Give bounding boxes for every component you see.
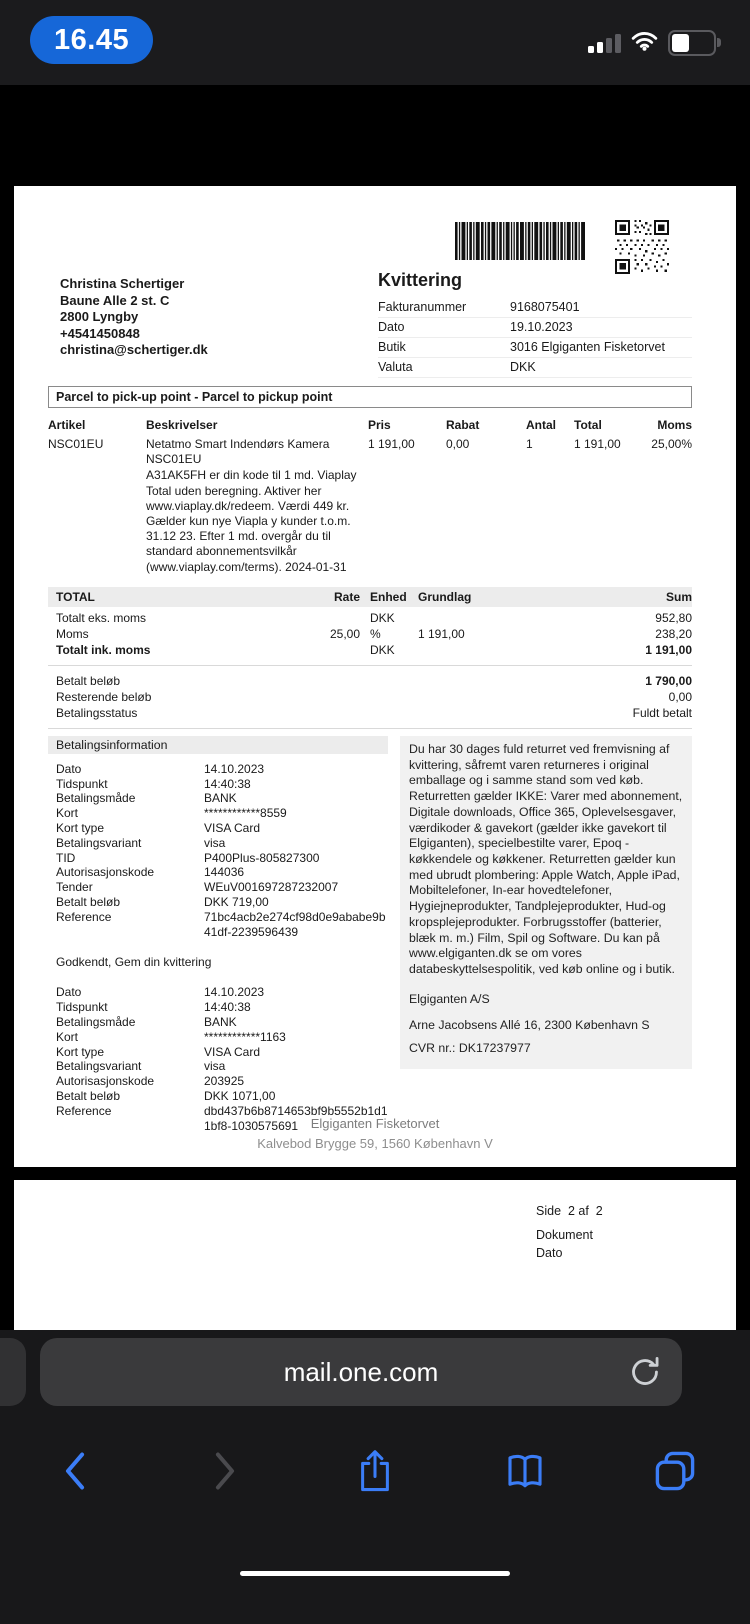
payment-label: Betalt beløb — [56, 895, 121, 909]
forward-button[interactable] — [150, 1426, 300, 1516]
totals-header-grundlag: Grundlag — [418, 589, 472, 604]
payment-label: Betalingsvariant — [56, 835, 142, 850]
totals-header-label: TOTAL — [56, 589, 95, 604]
summary-row — [48, 689, 692, 705]
summary-value: 1 790,00 — [645, 673, 692, 688]
payment-label: Kort — [56, 806, 79, 821]
payment-row — [48, 865, 388, 880]
payment-summary — [48, 673, 692, 721]
totals-enhed: DKK — [370, 610, 395, 625]
col-antal: Antal — [526, 418, 556, 432]
item-total: 1 191,00 — [574, 437, 621, 451]
payment-label: Tidspunkt — [56, 776, 108, 791]
payment-label: Dato — [56, 985, 82, 1000]
payment-label: Autorisasjonskode — [56, 865, 155, 880]
receipt-page-2 — [14, 1180, 736, 1332]
payment-label: Reference — [56, 1103, 112, 1118]
adjacent-tab-stub[interactable] — [0, 1338, 26, 1406]
payment-row — [48, 777, 388, 792]
totals-sum: 1 191,00 — [645, 642, 692, 657]
payment-label: Kort — [56, 1029, 79, 1044]
totals-sum: 238,20 — [655, 626, 692, 641]
return-policy-box — [400, 736, 692, 1069]
totals-label: Totalt eks. moms — [56, 610, 147, 625]
meta-value: 3016 Elgiganten Fisketorvet — [510, 340, 665, 354]
item-promo-text: A31AK5FH er din kode til 1 md. Viaplay Total uden beregning. Aktiver her www.viaplay.dk/redeem. Værdi 449 kr. Gælder kun nye Viapla y kunder t.o.m. 31.12 23. Efter 1 md. overgår du til standard abonnementsvilkår (www.viaplay.com/terms). 2024-01-31 — [146, 468, 357, 574]
company-name: Elgiganten A/S — [409, 991, 490, 1006]
item-description — [146, 437, 368, 575]
payment-row — [48, 836, 388, 851]
summary-row — [48, 705, 692, 721]
time-pill[interactable] — [30, 16, 153, 64]
safari-bottom-bar — [0, 1330, 750, 1624]
meta-value: 19.10.2023 — [510, 320, 573, 334]
totals-grundlag: 1 191,00 — [418, 626, 465, 641]
status-time: 16.45 — [54, 23, 130, 56]
back-button[interactable] — [0, 1426, 150, 1516]
payment-value: 14:40:38 — [204, 1000, 251, 1015]
totals-grundlag — [418, 610, 542, 626]
summary-label: Resterende beløb — [56, 689, 152, 704]
payment-label: Betalt beløb — [56, 1088, 121, 1103]
payment-value: VISA Card — [204, 821, 261, 836]
divider — [48, 728, 692, 729]
totals-row — [48, 642, 692, 658]
meta-label: Fakturanummer — [378, 300, 467, 314]
customer-city: 2800 Lyngby — [60, 309, 139, 324]
bookmarks-button[interactable] — [450, 1426, 600, 1516]
payment-value: ************8559 — [204, 806, 287, 821]
store-name: Elgiganten Fisketorvet — [310, 1116, 440, 1131]
totals-header-row — [48, 587, 692, 607]
customer-email: christina@schertiger.dk — [60, 342, 208, 357]
col-pris: Pris — [368, 418, 391, 432]
payment-row — [48, 1000, 388, 1015]
divider — [48, 665, 692, 666]
payment-block-2 — [48, 985, 388, 1133]
payment-row — [48, 1030, 388, 1045]
meta-value: DKK — [510, 360, 536, 374]
payment-row — [48, 821, 388, 836]
summary-row — [48, 673, 692, 689]
approved-note: Godkendt, Gem din kvittering — [56, 955, 212, 970]
payment-label: Betalingsmåde — [56, 791, 136, 806]
payment-value: P400Plus-805827300 — [204, 850, 320, 865]
payment-row — [48, 762, 388, 777]
meta-row — [378, 298, 692, 318]
item-moms: 25,00% — [651, 437, 692, 451]
summary-label: Betalingsstatus — [56, 705, 138, 720]
payment-value: VISA Card — [204, 1044, 261, 1059]
payment-value: 14.10.2023 — [204, 761, 265, 776]
payment-value: 203925 — [204, 1074, 245, 1089]
payment-value: DKK 719,00 — [204, 895, 269, 909]
payment-row — [48, 895, 388, 910]
totals-row — [48, 626, 692, 642]
item-rabat: 0,00 — [446, 437, 470, 451]
qr-code — [615, 220, 669, 274]
payment-label: Dato — [56, 761, 82, 776]
payment-value: ************1163 — [204, 1029, 286, 1044]
payment-row — [48, 880, 388, 895]
url-bar[interactable] — [40, 1338, 682, 1406]
payment-label: Kort type — [56, 1044, 105, 1059]
totals-header-enhed: Enhed — [370, 589, 407, 604]
tabs-button[interactable] — [600, 1426, 750, 1516]
payment-block-1 — [48, 762, 388, 940]
payment-info-title: Betalingsinformation — [48, 736, 388, 754]
wifi-icon — [631, 31, 658, 56]
totals-rate — [316, 610, 360, 626]
col-moms: Moms — [657, 418, 692, 432]
totals-rate: 25,00 — [329, 626, 360, 641]
meta-label: Dato — [378, 320, 405, 334]
battery-icon — [668, 30, 716, 56]
totals-label: Totalt ink. moms — [56, 642, 151, 657]
store-footer — [14, 1116, 736, 1151]
totals-header-sum: Sum — [665, 589, 692, 604]
items-header-row — [48, 418, 692, 432]
payment-value: visa — [204, 835, 226, 850]
payment-label: Betalingsmåde — [56, 1014, 136, 1029]
cellular-signal-icon — [588, 34, 621, 53]
payment-information — [48, 736, 388, 1134]
totals-rate — [316, 642, 360, 658]
payment-value: 14:40:38 — [204, 776, 251, 791]
meta-row — [378, 358, 692, 378]
receipt-header — [48, 186, 692, 380]
meta-value: 9168075401 — [510, 300, 580, 314]
reload-icon[interactable] — [628, 1355, 662, 1389]
payment-row — [48, 791, 388, 806]
payment-row — [48, 1074, 388, 1089]
totals-table — [48, 587, 692, 658]
status-icons — [588, 30, 716, 56]
totals-enhed: % — [370, 626, 381, 641]
payment-value: WEuV001697287232007 — [204, 880, 339, 895]
totals-label: Moms — [56, 626, 89, 641]
item-artikel: NSC01EU — [48, 437, 104, 451]
summary-value: 0,00 — [668, 689, 692, 704]
payment-row — [48, 1059, 388, 1074]
company-address: Arne Jacobsens Allé 16, 2300 København S — [409, 1017, 650, 1032]
payment-value: 14.10.2023 — [204, 985, 265, 1000]
meta-row — [378, 338, 692, 358]
meta-row — [378, 318, 692, 338]
payment-value: BANK — [204, 791, 237, 806]
summary-value: Fuldt betalt — [632, 705, 692, 720]
payment-label: Tidspunkt — [56, 1000, 108, 1015]
col-rabat: Rabat — [446, 418, 480, 432]
payment-row — [48, 1015, 388, 1030]
return-policy-text: Du har 30 dages fuld returret ved fremvisning af kvittering, såfremt varen returneres i original emballage og i samme stand som ved køb. Returretten gælder IKKE: Varer med abonnement, Digitale downloads, Office 365, Oplevelsesgaver, værdikoder & gavekort (gælder ikke gavekort til Elgiganten), specielbestilte varer, Epoq -køkkendele og køkkener. Returretten gælder kun med ubrudt plombering: Apple Watch, Apple iPad, Mobiltelefoner, In-ear hovedtelefoner, Hygiejneprodukter, Tandplejeprodukter, Hud-og kropsplejeprodukter. Forbrugsstoffer (batterier, blæk m. m.) Film, Spil og Software. Du kan på www.elgiganten.dk se om vores databeskyttelsespolitik, ved køb online og i butik. — [409, 741, 683, 977]
col-total: Total — [574, 418, 602, 432]
totals-grundlag — [418, 642, 542, 658]
payment-row — [48, 910, 388, 940]
items-table — [48, 418, 692, 575]
payment-value: visa — [204, 1059, 226, 1074]
payment-row — [48, 851, 388, 866]
payment-label: Reference — [56, 909, 112, 924]
share-button[interactable] — [300, 1426, 450, 1516]
dokument-label: Dokument — [536, 1228, 593, 1242]
customer-name: Christina Schertiger — [60, 276, 185, 291]
payment-row — [48, 806, 388, 821]
item-name: Netatmo Smart Indendørs Kamera NSC01EU — [146, 437, 330, 467]
payment-label: Autorisasjonskode — [56, 1074, 155, 1089]
receipt-page-1 — [14, 186, 736, 1167]
totals-sum: 952,80 — [655, 610, 692, 625]
payment-label: Kort type — [56, 821, 105, 836]
store-address: Kalvebod Brygge 59, 1560 København V — [257, 1136, 493, 1151]
customer-address-block — [60, 276, 208, 359]
item-antal: 1 — [526, 437, 533, 451]
meta-label: Valuta — [378, 360, 413, 374]
customer-phone: +4541450848 — [60, 325, 140, 341]
item-pris: 1 191,00 — [368, 437, 415, 451]
page-number: Side 2 af 2 — [536, 1204, 603, 1218]
totals-row — [48, 610, 692, 626]
payment-label: Betalingsvariant — [56, 1059, 142, 1074]
payment-value: 71bc4acb2e274cf98d0e9ababe9b41df-2239596439 — [204, 909, 386, 939]
company-cvr: CVR nr.: DK17237977 — [409, 1041, 531, 1056]
home-indicator[interactable] — [240, 1571, 510, 1576]
summary-label: Betalt beløb — [56, 673, 121, 688]
payment-row — [48, 985, 388, 1000]
safari-toolbar — [0, 1426, 750, 1516]
receipt-title: Kvittering — [378, 270, 463, 290]
totals-header-rate: Rate — [333, 589, 360, 604]
payment-value: 144036 — [204, 865, 245, 880]
url-text: mail.one.com — [283, 1356, 439, 1387]
col-artikel: Artikel — [48, 418, 86, 432]
receipt-meta-block — [378, 270, 692, 378]
payment-value: dbd437b6b8714653bf9b5552b1d11bf8-1030575691 — [204, 1103, 388, 1133]
payment-row — [48, 1089, 388, 1104]
payment-row — [48, 1045, 388, 1060]
meta-label: Butik — [378, 340, 406, 354]
payment-label: TID — [56, 850, 76, 865]
dato-label: Dato — [536, 1246, 563, 1260]
payment-value: BANK — [204, 1014, 237, 1029]
totals-enhed: DKK — [370, 642, 395, 657]
item-row — [48, 437, 692, 575]
payment-value: DKK 1071,00 — [204, 1088, 276, 1103]
payment-label: Tender — [56, 880, 93, 895]
barcode — [455, 222, 585, 260]
customer-street: Baune Alle 2 st. C — [60, 292, 170, 308]
col-beskrivelser: Beskrivelser — [146, 418, 218, 432]
status-bar — [0, 0, 750, 85]
parcel-banner: Parcel to pick-up point - Parcel to pickup point — [48, 386, 692, 408]
